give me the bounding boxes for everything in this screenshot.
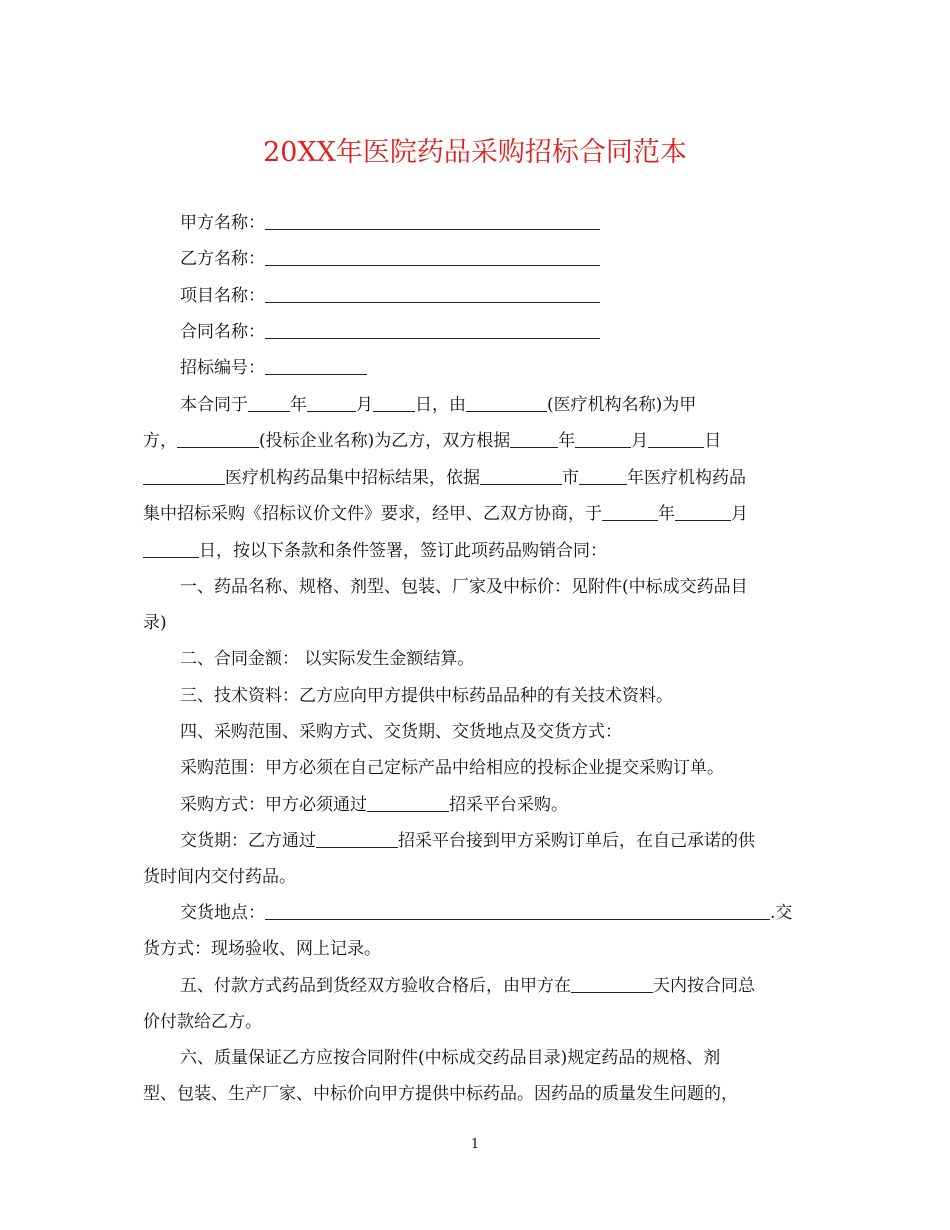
- contract-line: [180, 320, 845, 344]
- party-b-blank: [265, 248, 600, 266]
- intro-text: (投标企业名称)为乙方，双方根据: [259, 431, 511, 451]
- blank: [367, 794, 449, 812]
- intro-text: 集中招标采购《招标议价文件》要求，经甲、乙双方协商，于: [143, 504, 602, 524]
- blank: [143, 540, 199, 558]
- blank: [575, 430, 631, 448]
- clause-4-scope: [180, 756, 845, 780]
- intro-text: 日，由: [415, 395, 466, 415]
- clause-text: 天内按合同总: [653, 976, 755, 996]
- intro-text: 年: [658, 504, 675, 524]
- intro-line-5: [143, 539, 808, 563]
- clause-2: [180, 647, 845, 671]
- bid-no-label: 招标编号：: [180, 358, 265, 378]
- blank: [143, 467, 225, 485]
- place-blank: [265, 902, 770, 920]
- blank: [373, 394, 415, 412]
- clause-text: 货方式：现场验收、网上记录。: [143, 939, 381, 959]
- blank: [307, 394, 356, 412]
- intro-text: 年医疗机构药品: [627, 468, 746, 488]
- clause-text: 采购范围：甲方必须在自己定标产品中给相应的投标企业提交采购订单。: [180, 758, 724, 778]
- bid-no-line: [180, 356, 845, 380]
- party-a-label: 甲方名称：: [180, 213, 265, 233]
- intro-text: 方，: [143, 431, 177, 451]
- clause-text: 交货期：乙方通过: [180, 831, 316, 851]
- clause-text: 三、技术资料：乙方应向甲方提供中标药品品种的有关技术资料。: [180, 686, 673, 706]
- party-b-line: [180, 247, 845, 271]
- bid-no-blank: [265, 357, 367, 375]
- clause-text: 型、包装、生产厂家、中标价向甲方提供中标药品。因药品的质量发生问题的，: [143, 1084, 738, 1104]
- blank: [177, 430, 259, 448]
- party-a-line: [180, 211, 845, 235]
- clause-4: [180, 720, 845, 744]
- blank: [675, 503, 731, 521]
- intro-text: 医疗机构药品集中招标结果，依据: [225, 468, 480, 488]
- blank: [510, 430, 558, 448]
- clause-text: 交货地点：: [180, 903, 265, 923]
- intro-text: 本合同于: [180, 395, 248, 415]
- clause-text: 五、付款方式药品到货经双方验收合格后，由甲方在: [180, 976, 571, 996]
- intro-text: 月: [731, 504, 748, 524]
- clause-1: [180, 575, 845, 599]
- clause-text: 货时间内交付药品。: [143, 867, 296, 887]
- intro-text: 市: [562, 468, 579, 488]
- clause-text: 招采平台采购。: [449, 795, 568, 815]
- project-line: [180, 284, 845, 308]
- page-number: 1: [470, 1137, 480, 1152]
- clause-text: 一、药品名称、规格、剂型、包装、厂家及中标价：见附件(中标成交药品目: [180, 577, 748, 597]
- clause-text: 录): [143, 613, 167, 633]
- clause-6: [180, 1046, 845, 1070]
- contract-blank: [265, 321, 600, 339]
- clause-1-cont: [143, 611, 808, 635]
- clause-5: [180, 974, 845, 998]
- intro-text: 日，按以下条款和条件签署，签订此项药品购销合同：: [199, 541, 607, 561]
- clause-3: [180, 684, 845, 708]
- intro-text: 日: [704, 431, 722, 451]
- clause-text: 六、质量保证乙方应按合同附件(中标成交药品目录)规定药品的规格、剂: [180, 1048, 721, 1068]
- clause-4-period: [180, 829, 845, 853]
- party-a-blank: [265, 212, 600, 230]
- blank: [248, 394, 290, 412]
- blank: [579, 467, 627, 485]
- clause-text: .交: [770, 903, 793, 923]
- intro-text: 年: [558, 431, 576, 451]
- page-title: 20XX年医院药品采购招标合同范本: [263, 137, 687, 168]
- clause-4-method: [180, 793, 845, 817]
- clause-text: 四、采购范围、采购方式、交货期、交货地点及交货方式：: [180, 722, 622, 742]
- intro-text: (医疗机构名称)为甲: [547, 395, 697, 415]
- blank: [466, 394, 547, 412]
- blank: [571, 975, 653, 993]
- clause-4-delivery: [143, 937, 808, 961]
- clause-text: 采购方式：甲方必须通过: [180, 795, 367, 815]
- project-blank: [265, 285, 600, 303]
- intro-line-2: [143, 429, 808, 453]
- intro-line-4: [143, 502, 808, 526]
- intro-text: 年: [290, 395, 307, 415]
- clause-text: 价付款给乙方。: [143, 1012, 262, 1032]
- clause-6-cont: [143, 1082, 808, 1106]
- project-label: 项目名称：: [180, 286, 265, 306]
- blank: [316, 830, 398, 848]
- party-b-label: 乙方名称：: [180, 249, 265, 269]
- intro-text: 月: [356, 395, 373, 415]
- intro-line-1: [180, 393, 845, 417]
- clause-text: 招采平台接到甲方采购订单后，在自己承诺的供: [398, 831, 755, 851]
- intro-line-3: [143, 466, 808, 490]
- blank: [602, 503, 658, 521]
- clause-4-place: [180, 901, 845, 925]
- blank: [648, 430, 704, 448]
- clause-5-cont: [143, 1010, 808, 1034]
- blank: [480, 467, 562, 485]
- contract-label: 合同名称：: [180, 322, 265, 342]
- clause-text: 二、合同金额： 以实际发生金额结算。: [180, 649, 475, 669]
- clause-4-period-cont: [143, 865, 808, 889]
- intro-text: 月: [631, 431, 649, 451]
